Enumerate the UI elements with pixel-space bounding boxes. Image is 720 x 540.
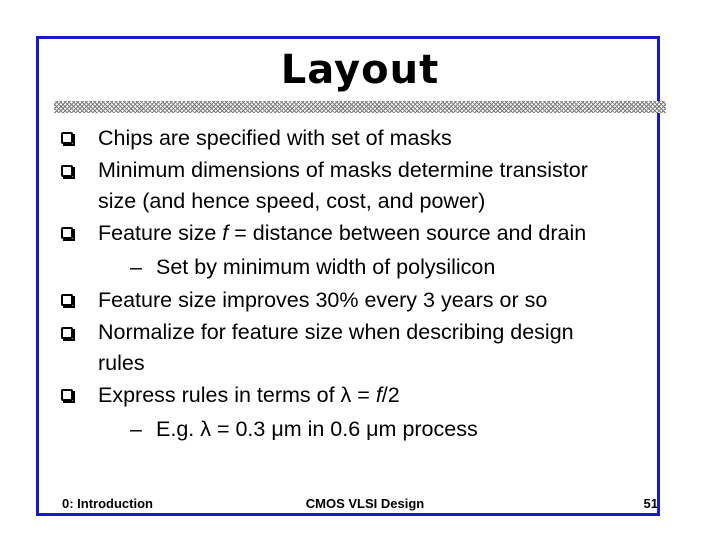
footer-chapter: 0: Introduction <box>62 496 153 511</box>
slide-title: Layout <box>280 47 440 93</box>
bullet-text-line: rules <box>98 351 145 375</box>
bullet-text-line: size (and hence speed, cost, and power) <box>98 189 486 213</box>
sub-bullet-text: Set by minimum width of polysilicon <box>156 255 496 279</box>
bullet-item <box>58 122 658 155</box>
bullet-text: Chips are specified with set of masks <box>98 126 452 150</box>
checkbox-bullet-icon <box>61 227 73 239</box>
dash-bullet: – <box>130 255 142 279</box>
bullet-item <box>58 284 658 317</box>
dash-bullet: – <box>130 417 142 441</box>
bullet-text-post: /2 <box>381 383 400 407</box>
checkbox-bullet-icon <box>61 132 73 144</box>
bullet-text-mid: = <box>351 383 376 407</box>
bullet-text-line: Normalize for feature size when describing design <box>98 320 574 344</box>
footer-course: CMOS VLSI Design <box>305 496 425 511</box>
bullet-item <box>58 155 658 217</box>
bullet-text-line: Minimum dimensions of masks determine transistor <box>98 158 588 182</box>
checkbox-bullet-icon <box>61 165 73 177</box>
sub-bullet-item <box>58 250 658 284</box>
sub-bullet-text: E.g. λ = 0.3 μm in 0.6 μm process <box>156 417 478 441</box>
bullet-text-pre: Feature size <box>98 221 223 245</box>
bullet-list <box>58 122 658 446</box>
bullet-variable: f <box>222 221 229 245</box>
lambda-symbol: λ <box>340 383 352 407</box>
checkbox-bullet-icon <box>61 327 73 339</box>
bullet-item <box>58 217 658 250</box>
bullet-text-post: = distance between source and drain <box>228 221 587 245</box>
bullet-text: Feature size improves 30% every 3 years or so <box>98 288 548 312</box>
footer-page-number: 51 <box>643 496 658 511</box>
bullet-variable: f <box>375 383 382 407</box>
title-divider <box>54 101 666 113</box>
bullet-item <box>58 379 658 412</box>
checkbox-bullet-icon <box>61 389 73 401</box>
bullet-item <box>58 317 658 379</box>
bullet-text-pre: Express rules in terms of <box>98 383 341 407</box>
checkbox-bullet-icon <box>61 294 73 306</box>
sub-bullet-item <box>58 412 658 446</box>
